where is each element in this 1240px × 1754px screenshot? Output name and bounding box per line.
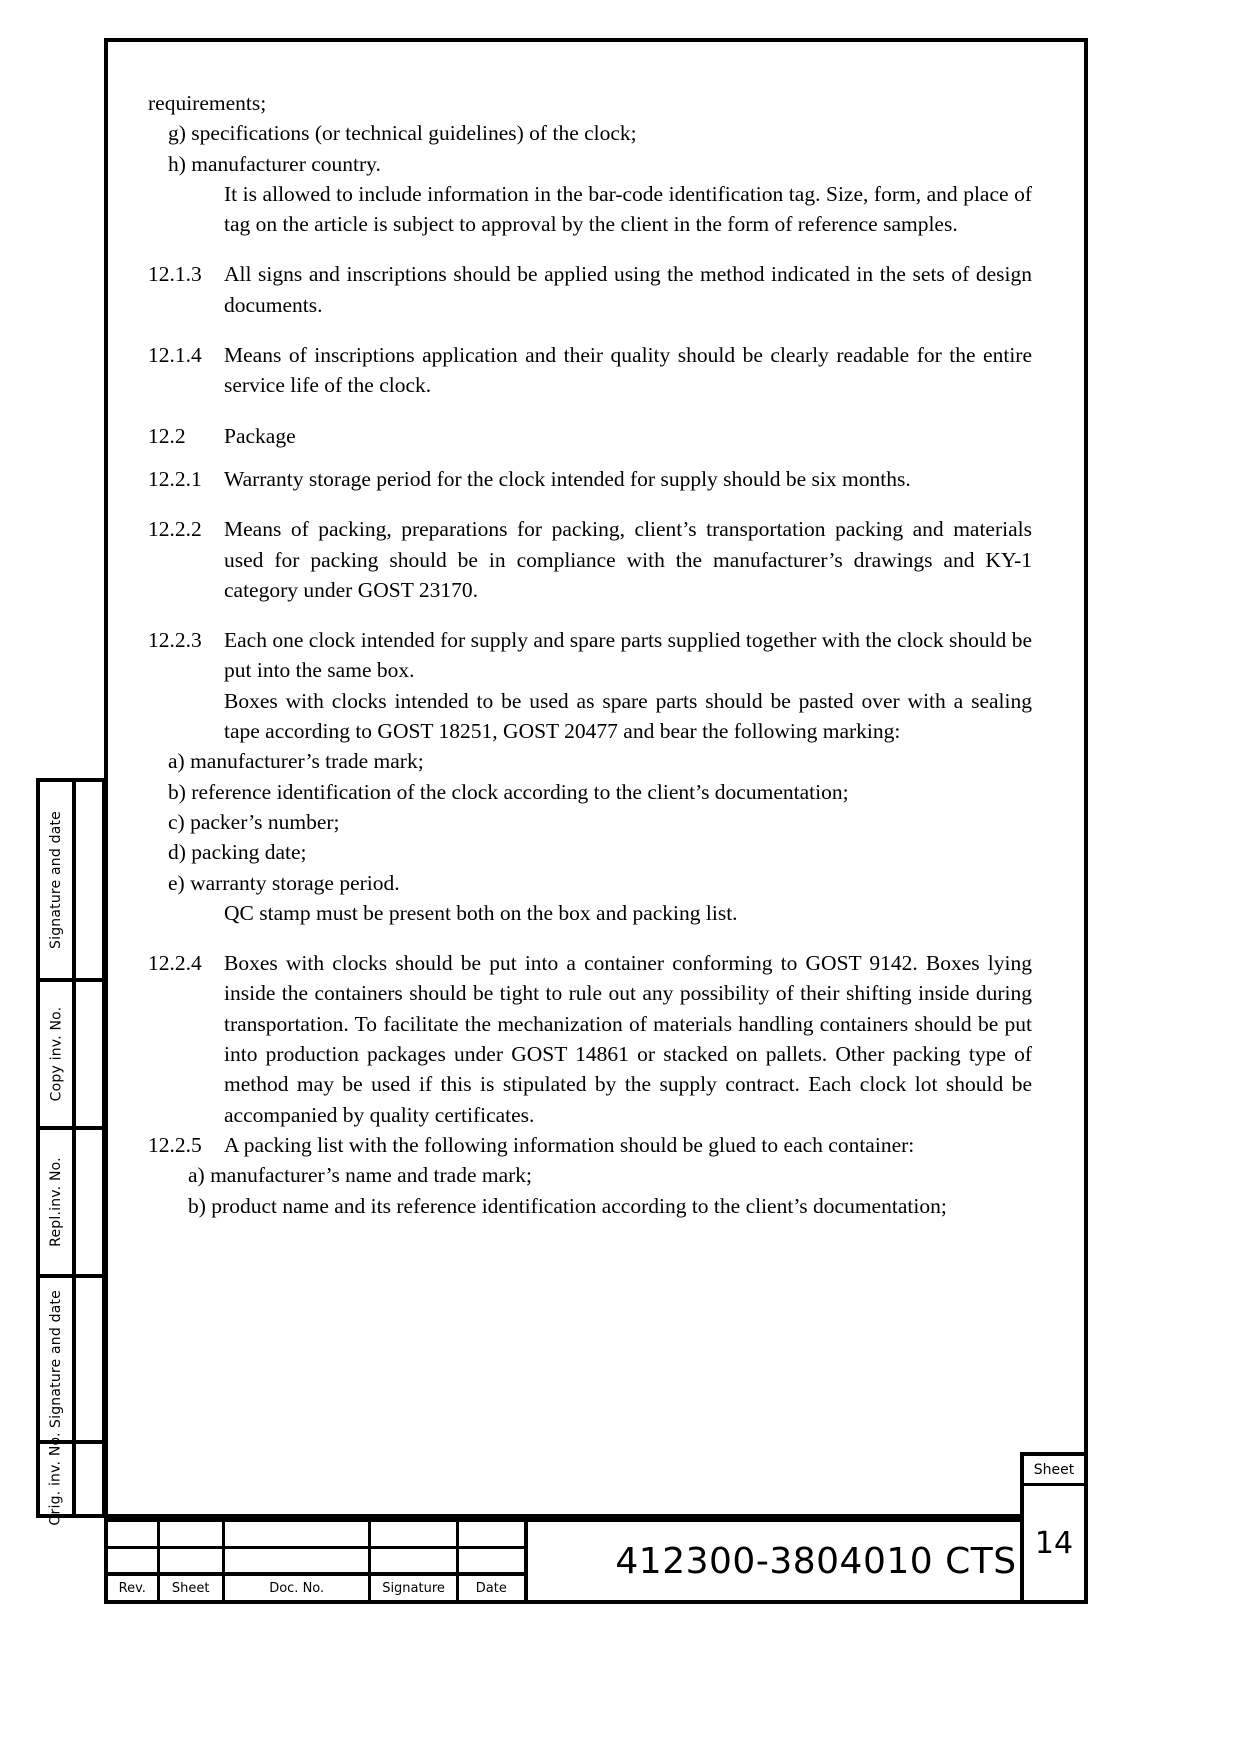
- stamp-cell-orig-inv-no: [36, 1432, 104, 1526]
- cell-rev: [108, 1522, 160, 1546]
- clause-12-2-4: [148, 948, 1032, 1130]
- stamp-label-repl-inv-no: Repl.inv. No.: [48, 1157, 64, 1247]
- sheet-number-box: [1020, 1452, 1088, 1604]
- spacer: [148, 605, 1032, 625]
- stamp-label-orig-inv-no: Orig. inv. No.: [48, 1432, 65, 1526]
- marking-item-a: a) manufacturer’s trade mark;: [168, 749, 424, 774]
- list-item-h: h) manufacturer country.: [168, 151, 381, 176]
- marking-item-d: d) packing date;: [168, 840, 307, 865]
- stamp-inner-box: [40, 1278, 76, 1440]
- clause-12-2-3-text: Each one clock intended for supply and spare parts supplied together with the clock should be put into the same box.: [224, 628, 1032, 683]
- clause-12-2-3-number: 12.2.3: [148, 628, 202, 653]
- header-sheet: Sheet: [160, 1576, 225, 1600]
- marking-item-c: c) packer’s number;: [168, 809, 340, 834]
- header-rev: Rev.: [108, 1576, 160, 1600]
- sheet-label: Sheet: [1024, 1456, 1084, 1486]
- table-row: [108, 1549, 524, 1576]
- stamp-label-signature-and-date-2: Signature and date: [48, 1290, 65, 1428]
- line-requirements: requirements;: [148, 91, 267, 115]
- stamp-column: [36, 778, 104, 1526]
- stamp-cell-signature-and-date-1: [36, 778, 104, 978]
- packing-list-item-a: a) manufacturer’s name and trade mark;: [188, 1163, 533, 1188]
- stamp-inner-box: [40, 1130, 76, 1274]
- clause-12-2-4-number: 12.2.4: [148, 951, 202, 976]
- list-item-g: g) specifications (or technical guidelines) of the clock;: [168, 121, 637, 146]
- spacer: [148, 451, 1032, 464]
- cell-sheet: [160, 1522, 225, 1546]
- clause-12-1-4-text: Means of inscriptions application and their quality should be clearly readable for the entire service life of the clock.: [224, 343, 1032, 398]
- document-code: 412300-3804010 CTS: [615, 1540, 1017, 1582]
- stamp-inner-box: [40, 1432, 76, 1526]
- spacer: [148, 239, 1032, 259]
- sheet-number: 14: [1034, 1525, 1074, 1561]
- cell-doc-no: [225, 1522, 372, 1546]
- qc-stamp-note: QC stamp must be present both on the box and packing list.: [224, 900, 738, 925]
- title-block-document-code-area: [528, 1522, 1084, 1600]
- clause-12-2-4-text: Boxes with clocks should be put into a container conforming to GOST 9142. Boxes lying inside the containers should be tight to rule out any possibility of their shifting inside during transportation. To facilitate the mechanization of materials handling containers should be put into production packages under GOST 14861 or stacked on pallets. Other packing type of method may be used if this is stipulated by the supply contract. Each clock lot should be accompanied by quality certificates.: [224, 951, 1032, 1127]
- table-row: [108, 1522, 524, 1549]
- clause-12-2-number: 12.2: [148, 423, 186, 448]
- clause-12-1-3-text: All signs and inscriptions should be applied using the method indicated in the sets of design documents.: [224, 262, 1032, 317]
- boxes-marking-note: Boxes with clocks intended to be used as spare parts should be pasted over with a sealing tape according to GOST 18251, GOST 20477 and bear the following marking:: [224, 688, 1032, 744]
- cell-doc-no: [225, 1549, 372, 1572]
- clause-12-2-2-text: Means of packing, preparations for packing, client’s transportation packing and materials used for packing should be in compliance with the manufacturer’s drawings and KY-1 category under GOST 23170.: [224, 517, 1032, 602]
- spacer: [148, 401, 1032, 421]
- spacer: [148, 494, 1032, 514]
- barcode-note: It is allowed to include information in the bar-code identification tag. Size, form, and place of tag on the article is subject to approval by the client in the form of reference samples.: [224, 181, 1032, 237]
- cell-signature: [371, 1522, 458, 1546]
- stamp-cell-signature-and-date-2: [36, 1274, 104, 1440]
- clause-12-2-2: [148, 514, 1032, 605]
- clause-12-2: [148, 421, 1032, 451]
- stamp-cell-copy-inv-no: [36, 978, 104, 1126]
- clause-12-2-5-number: 12.2.5: [148, 1132, 202, 1157]
- cell-rev: [108, 1549, 160, 1572]
- stamp-inner-box: [40, 782, 76, 978]
- stamp-cell-repl-inv-no: [36, 1126, 104, 1274]
- clause-12-2-1-text: Warranty storage period for the clock intended for supply should be six months.: [224, 466, 911, 491]
- stamp-inner-box: [40, 982, 76, 1126]
- header-date: Date: [475, 1580, 507, 1596]
- stamp-label-signature-and-date-1: Signature and date: [48, 811, 65, 949]
- clause-12-2-5-text: A packing list with the following information should be glued to each container:: [224, 1132, 915, 1157]
- document-body-text: [148, 88, 1032, 1221]
- clause-12-2-1-number: 12.2.1: [148, 466, 202, 491]
- spacer: [148, 928, 1032, 948]
- clause-12-2-5: [148, 1130, 1032, 1160]
- title-block: [104, 1518, 1088, 1604]
- clause-12-1-4-number: 12.1.4: [148, 343, 202, 368]
- header-doc-no: Doc. No.: [225, 1576, 372, 1600]
- packing-list-item-b: b) product name and its reference identification according to the client’s documentation;: [188, 1193, 947, 1218]
- header-signature: Signature: [371, 1576, 458, 1600]
- clause-12-1-3: [148, 259, 1032, 320]
- clause-12-2-2-number: 12.2.2: [148, 517, 202, 542]
- clause-12-2-3: [148, 625, 1032, 686]
- clause-12-1-4: [148, 340, 1032, 401]
- cell-date: [459, 1522, 524, 1546]
- cell-signature: [371, 1549, 458, 1572]
- spacer: [148, 320, 1032, 340]
- clause-12-2-1: [148, 464, 1032, 494]
- stamp-label-copy-inv-no: Copy inv. No.: [48, 1006, 65, 1102]
- marking-item-b: b) reference identification of the clock according to the client’s documentation;: [168, 779, 849, 804]
- clause-12-2-text: Package: [224, 423, 296, 448]
- title-block-revision-table: [108, 1522, 528, 1600]
- cell-date: [459, 1549, 524, 1572]
- cell-sheet: [160, 1549, 225, 1572]
- clause-12-1-3-number: 12.1.3: [148, 262, 202, 287]
- table-header-row: [108, 1576, 524, 1600]
- marking-item-e: e) warranty storage period.: [168, 870, 400, 895]
